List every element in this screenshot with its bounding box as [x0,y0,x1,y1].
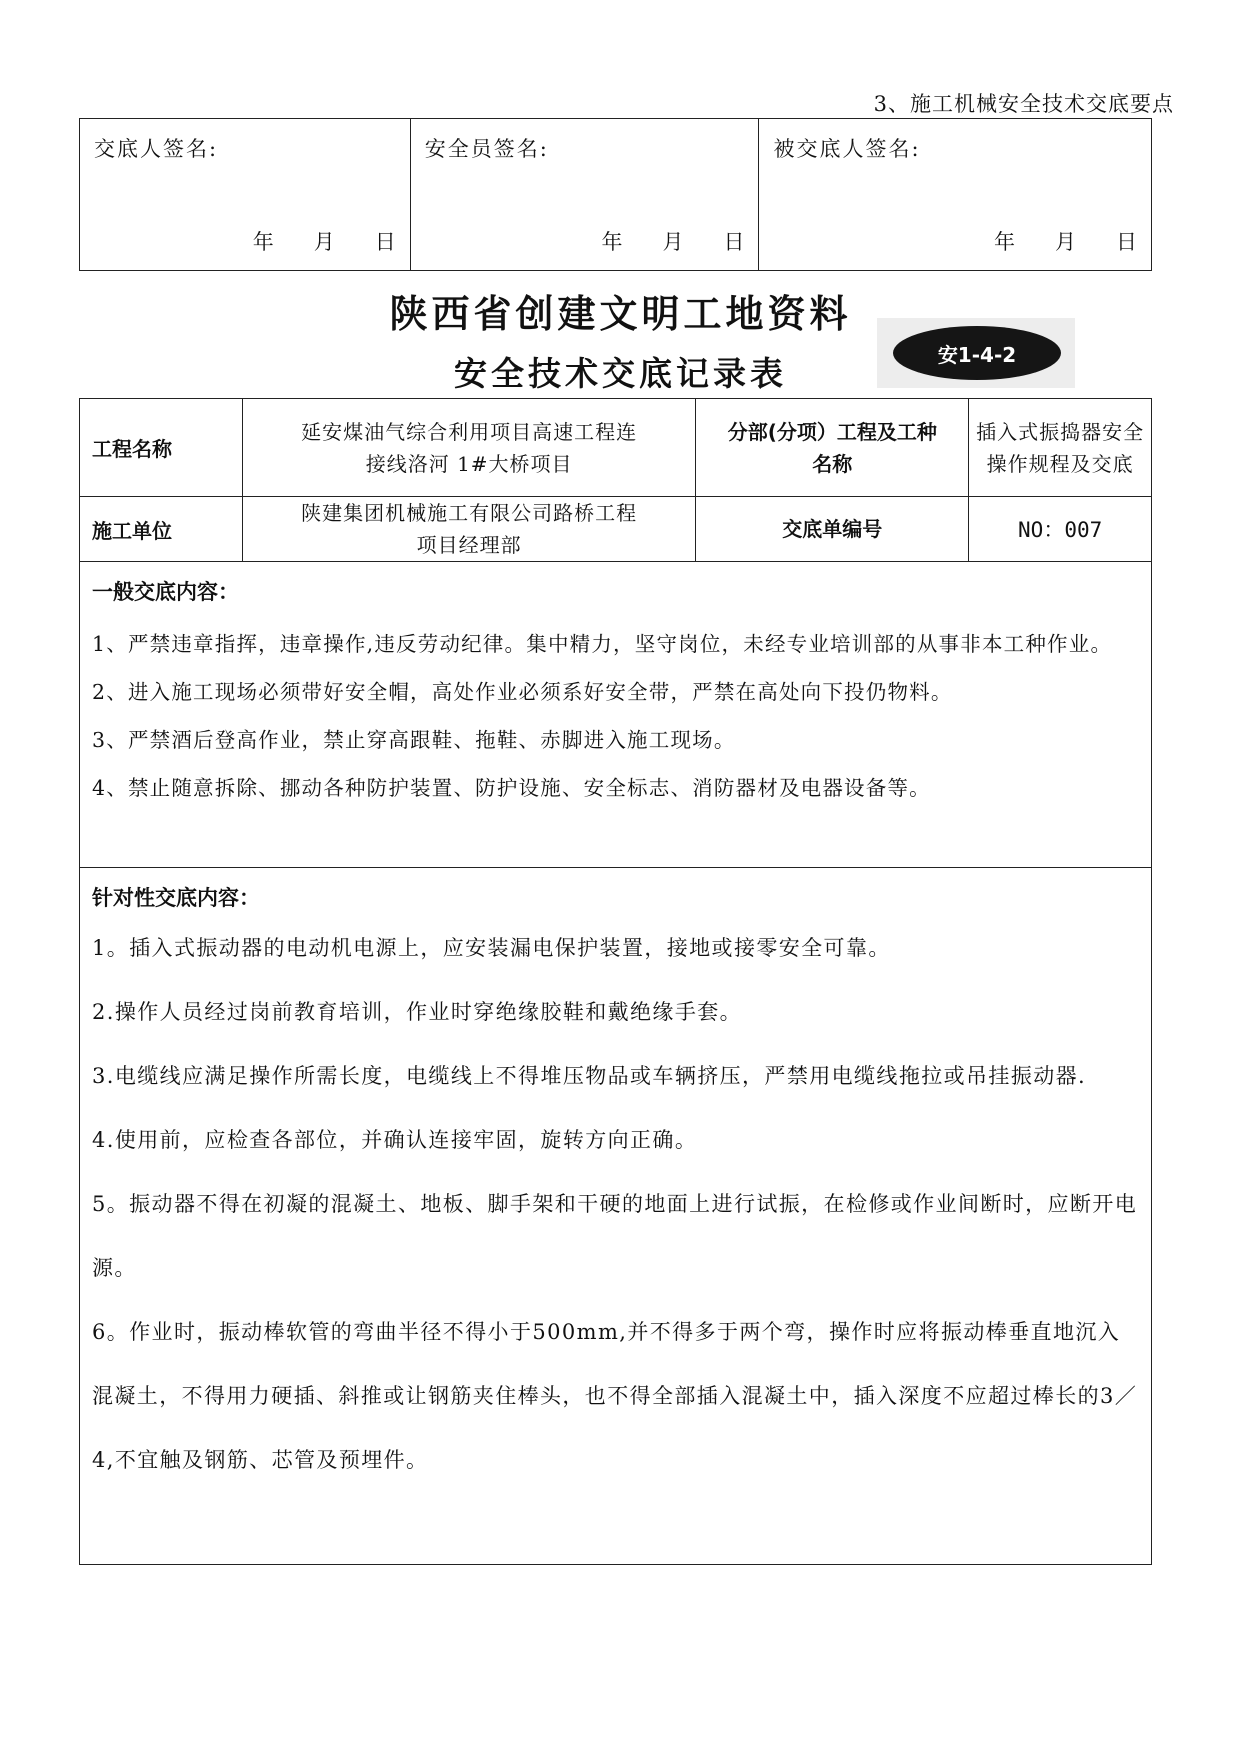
specific-item: 6。作业时，振动棒软管的弯曲半径不得小于500mm,并不得多于两个弯，操作时应将振动棒垂直地沉入混凝土，不得用力硬插、斜推或让钢筋夹住棒头，也不得全部插入混凝土中，插入深度不应超过棒长的3／4,不宜触及钢筋、芯管及预埋件。 [92,1320,1138,1472]
date-day: 日 [723,230,745,254]
project-name-label: 工程名称 [80,399,243,497]
general-item: 4、禁止随意拆除、挪动各种防护装置、防护设施、安全标志、消防器材及电器设备等。 [92,776,931,800]
form-code-stamp [877,318,1075,388]
part-label: 分部(分项）工程及工种名称 [696,399,969,497]
form-number-value: NO：007 [969,497,1152,562]
date-year: 年 [994,230,1015,254]
signature-cell-briefer [80,119,411,271]
date-month: 月 [313,230,335,254]
specific-item: 1。插入式振动器的电动机电源上，应安装漏电保护装置，接地或接零安全可靠。 [92,936,891,960]
general-content-title: 一般交底内容： [92,580,239,604]
project-name-value: 延安煤油气综合利用项目高速工程连接线洛河 1#大桥项目 [242,399,695,497]
specific-content-section [80,868,1152,1565]
record-table [79,398,1152,1565]
page-header: 3、施工机械安全技术交底要点 [873,92,1174,116]
specific-item: 4.使用前，应检查各部位，并确认连接牢固，旋转方向正确。 [92,1128,698,1152]
signature-date [561,226,744,256]
general-item: 2、进入施工现场必须带好安全帽，高处作业必须系好安全带，严禁在高处向下投仍物料。 [92,680,953,704]
specific-item: 5。振动器不得在初凝的混凝土、地板、脚手架和干硬的地面上进行试振，在检修或作业间断时，应断开电源。 [92,1192,1138,1280]
form-code-badge: 安1-4-2 [893,326,1061,380]
signature-table [79,118,1152,271]
specific-content-title: 针对性交底内容： [92,886,260,910]
signature-label: 被交底人签名: [773,137,921,161]
signature-label: 交底人签名: [94,137,219,161]
specific-item: 2.操作人员经过岗前教育培训，作业时穿绝缘胶鞋和戴绝缘手套。 [92,1000,743,1024]
part-value: 插入式振捣器安全操作规程及交底 [969,399,1152,497]
signature-cell-receiver [759,119,1152,271]
signature-date [954,226,1137,256]
general-item: 3、严禁酒后登高作业，禁止穿高跟鞋、拖鞋、赤脚进入施工现场。 [92,728,736,752]
date-year: 年 [252,230,274,254]
date-day: 日 [374,230,396,254]
page-subtitle: 安全技术交底记录表 [454,354,787,393]
general-item: 1、严禁违章指挥，违章操作,违反劳动纪律。集中精力，坚守岗位，未经专业培训部的从事非本工种作业。 [92,632,1113,656]
specific-item: 3.电缆线应满足操作所需长度，电缆线上不得堆压物品或车辆挤压，严禁用电缆线拖拉或吊挂振动器. [92,1064,1087,1088]
signature-cell-safety-officer [410,119,759,271]
unit-label: 施工单位 [80,497,243,562]
form-number-label: 交底单编号 [696,497,969,562]
unit-value: 陕建集团机械施工有限公司路桥工程项目经理部 [242,497,695,562]
date-year: 年 [601,230,623,254]
signature-label: 安全员签名: [424,137,549,161]
date-month: 月 [662,230,684,254]
page-title: 陕西省创建文明工地资料 [389,291,852,336]
date-month: 月 [1055,230,1076,254]
general-content-section [80,562,1152,868]
date-day: 日 [1116,230,1137,254]
signature-date [213,226,396,256]
